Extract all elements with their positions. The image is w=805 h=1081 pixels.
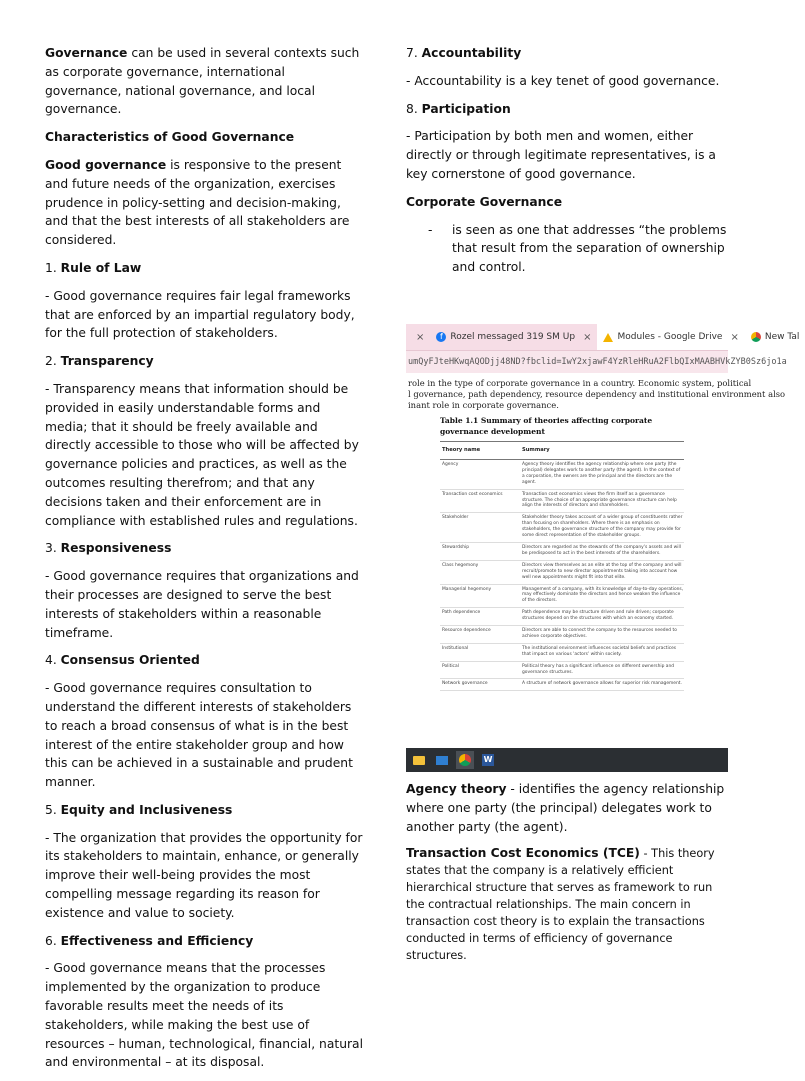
characteristics-heading: Characteristics of Good Governance bbox=[45, 130, 295, 145]
tab-previous[interactable] bbox=[406, 324, 430, 350]
item-text-3: - Good governance requires that organizations and their processes are designed to serve the best interests of stakeholders within a reasonable timeframe. bbox=[45, 569, 359, 640]
item-heading-7: 7. Accountability bbox=[406, 46, 522, 60]
item-heading-8: 8. Participation bbox=[406, 101, 511, 116]
intro-paragraph: Governance can be used in several contexts such as corporate governance, international governance, national governance, and local governance. bbox=[45, 46, 360, 117]
chrome-icon bbox=[459, 754, 471, 766]
table-row: Managerial hegemony Management of a company, with its knowledge of day-to-day operations, may effectively dominate the directors and hence weaken the influence of the directors. bbox=[440, 585, 684, 609]
close-icon[interactable]: × bbox=[730, 331, 739, 343]
item-text-1: - Good governance requires fair legal frameworks that are enforced by an impartial regulatory body, for the full protection of stakeholders. bbox=[45, 288, 355, 341]
doc-line-1: role in the type of corporate governance in a country. Economic system, political bbox=[408, 378, 752, 388]
item-text-2: - Transparency means that information should be provided in easily understandable forms and media; that it should be freely available and directly accessible to those who will be affected by governance policies and practices, as well as the outcomes resulting therefrom; and that any decisions taken and their enforcement are in compliance with established rules and regulations. bbox=[45, 381, 359, 528]
table-row: Class hegemony Directors view themselves as an elite at the top of the company and will recruit/promote to new director appointments taking into account how well new appointments might fit into that elite. bbox=[440, 561, 684, 585]
doc-line-2: l governance, path dependency, resource dependency and institutional environment also bbox=[408, 389, 786, 399]
table-row: Network governance A structure of network governance allows for superior risk management. bbox=[440, 679, 684, 691]
table-row: Stewardship Directors are regarded as the stewards of the company's assets and will be predisposed to act in the best interests of the shareholders. bbox=[440, 543, 684, 561]
tce-paragraph: Transaction Cost Economics (TCE) - This theory states that the company is a relatively efficient hierarchical structure that serves as framework to run the contractual relationships. The main concern in transaction cost theory is to explain the transactions conducted in terms of efficiency of governance structures. bbox=[406, 846, 715, 963]
item-heading-3: 3. Responsiveness bbox=[45, 541, 172, 556]
item-heading-5: 5. Equity and Inclusiveness bbox=[45, 802, 233, 817]
theories-section bbox=[406, 780, 728, 973]
tab-messenger[interactable]: f Rozel messaged 319 SM Up × bbox=[430, 324, 597, 350]
mail-button[interactable] bbox=[433, 751, 451, 769]
item-heading-4: 4. Consensus Oriented bbox=[45, 653, 200, 668]
item-text-8: - Participation by both men and women, either directly or through legitimate representatives, is a key cornerstone of good governance. bbox=[406, 129, 716, 181]
item-text-4: - Good governance requires consultation to understand the different interests of stakeholders to reach a broad consensus of what is in the best interest of the entire stakeholder group and how this can be achieved in a sustainable and prudent manner. bbox=[45, 681, 353, 790]
table-row: Resource dependence Directors are able to connect the company to the resources needed to achieve corporate objectives. bbox=[440, 626, 684, 644]
tab-new-tab[interactable]: New Tal bbox=[745, 324, 805, 350]
item-text-6: - Good governance means that the processes implemented by the organization to produce favorable results meet the needs of its stakeholders, while making the best use of resources – human, technological, financial, natural and environmental – at its disposal. bbox=[45, 961, 363, 1070]
table-row: Stakeholder Stakeholder theory takes account of a wider group of constituents rather than focusing on shareholders. Where there is an emphasis on stakeholders, the governance structure of the company may provide for some direct representation of the stakeholder groups. bbox=[440, 513, 684, 543]
embedded-screenshot bbox=[406, 324, 800, 772]
item-heading-6: 6. Effectiveness and Efficiency bbox=[45, 933, 254, 948]
dash-bullet: - bbox=[428, 222, 433, 237]
facebook-icon: f bbox=[436, 332, 446, 342]
corporate-governance-point: - is seen as one that addresses “the problems that result from the separation of ownership and control. bbox=[406, 221, 728, 277]
close-icon[interactable]: × bbox=[583, 331, 592, 343]
good-governance-paragraph: Good governance is responsive to the present and future needs of the organization, exercises prudence in policy-setting and decision-making, and that the best interests of all stakeholders are considered. bbox=[45, 157, 350, 248]
table-header: Theory name Summary bbox=[440, 441, 684, 460]
folder-icon bbox=[413, 756, 425, 765]
file-explorer-button[interactable] bbox=[410, 751, 428, 769]
document-excerpt bbox=[406, 373, 786, 691]
table-row: Agency Agency theory identifies the agency relationship where one party (the principal) delegates work to another party (the agent). In the context of a corporation, the owners are the principal and the directors are the agent. bbox=[440, 460, 684, 490]
item-heading-2: 2. Transparency bbox=[45, 354, 154, 369]
address-bar[interactable]: umQyFJteHKwqAQODjj48ND?fbclid=IwY2xjawF4YzRleHRuA2FlbQIxMAABHVkZYB0Sz6jo1a bbox=[406, 351, 728, 373]
item-text-5: - The organization that provides the opportunity for its stakeholders to maintain, enhance, or generally improve their well-being provides the most compelling message regarding its reason for existence and value to society. bbox=[45, 830, 363, 920]
chrome-icon bbox=[751, 332, 761, 342]
left-column bbox=[45, 44, 363, 1081]
corporate-governance-heading: Corporate Governance bbox=[406, 194, 563, 209]
google-drive-icon bbox=[603, 333, 613, 342]
item-heading-1: 1. Rule of Law bbox=[45, 260, 142, 275]
mail-icon bbox=[436, 756, 448, 765]
table-title: Table 1.1 Summary of theories affecting corporate governance development bbox=[440, 416, 653, 436]
close-icon[interactable]: × bbox=[416, 331, 425, 343]
tab-google-drive[interactable]: Modules - Google Drive × bbox=[597, 324, 744, 350]
word-button[interactable] bbox=[479, 751, 497, 769]
table-row: Transaction cost economics Transaction cost economics views the firm itself as a governance structure. The choice of an appropriate governance structure can help align the interests of directors and shareholders. bbox=[440, 490, 684, 514]
windows-taskbar bbox=[406, 748, 728, 772]
table-row: Political Political theory has a significant influence on different ownership and governance structures. bbox=[440, 662, 684, 680]
table-row: Path dependence Path dependence may be structure driven and rule driven; corporate structures depend on the structures with which an economy started. bbox=[440, 608, 684, 626]
agency-theory-paragraph: Agency theory - identifies the agency relationship where one party (the principal) delegates work to another party (the agent). bbox=[406, 782, 725, 834]
item-text-7: - Accountability is a key tenet of good governance. bbox=[406, 73, 720, 88]
table-row: Institutional The institutional environment influences societal beliefs and practices that impact on various 'actors' within society. bbox=[440, 644, 684, 662]
theories-table bbox=[440, 415, 684, 691]
right-column bbox=[406, 44, 728, 286]
chrome-button[interactable] bbox=[456, 751, 474, 769]
doc-line-3: inant role in corporate governance. bbox=[408, 400, 559, 410]
browser-tab-bar bbox=[406, 324, 800, 351]
word-icon: W bbox=[483, 755, 493, 764]
